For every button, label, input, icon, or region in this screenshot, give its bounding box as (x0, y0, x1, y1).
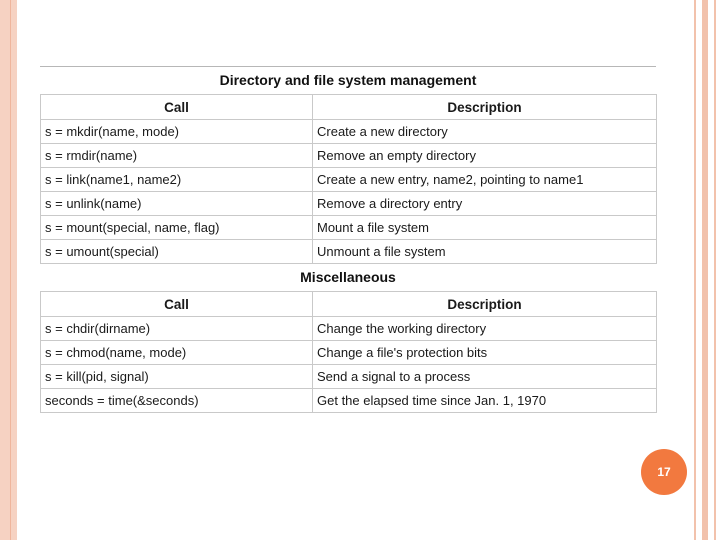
description-cell: Remove a directory entry (313, 192, 657, 216)
table-header-row (41, 292, 657, 317)
description-cell: Send a signal to a process (313, 365, 657, 389)
call-cell: s = rmdir(name) (41, 144, 313, 168)
table-row (41, 365, 657, 389)
slide-content (40, 66, 656, 413)
description-cell: Change the working directory (313, 317, 657, 341)
call-cell: s = link(name1, name2) (41, 168, 313, 192)
description-cell: Create a new entry, name2, pointing to name1 (313, 168, 657, 192)
call-cell: s = unlink(name) (41, 192, 313, 216)
call-cell: s = umount(special) (41, 240, 313, 264)
call-cell: seconds = time(&seconds) (41, 389, 313, 413)
call-cell: s = chdir(dirname) (41, 317, 313, 341)
table-row (41, 389, 657, 413)
right-decorative-border (690, 0, 720, 540)
section-title-miscellaneous: Miscellaneous (300, 269, 396, 285)
column-header-description: Description (313, 292, 657, 317)
description-cell: Get the elapsed time since Jan. 1, 1970 (313, 389, 657, 413)
description-cell: Create a new directory (313, 120, 657, 144)
table-row (41, 192, 657, 216)
left-decorative-border (0, 0, 17, 540)
description-cell: Mount a file system (313, 216, 657, 240)
call-cell: s = chmod(name, mode) (41, 341, 313, 365)
call-cell: s = mkdir(name, mode) (41, 120, 313, 144)
column-header-description: Description (313, 95, 657, 120)
call-cell: s = kill(pid, signal) (41, 365, 313, 389)
table-row (41, 120, 657, 144)
table-row (41, 317, 657, 341)
description-cell: Change a file's protection bits (313, 341, 657, 365)
column-header-call: Call (41, 95, 313, 120)
table-row (41, 144, 657, 168)
call-cell: s = mount(special, name, flag) (41, 216, 313, 240)
description-cell: Unmount a file system (313, 240, 657, 264)
table-row (41, 216, 657, 240)
table-row (41, 168, 657, 192)
table-row (41, 341, 657, 365)
table-header-row (41, 95, 657, 120)
description-cell: Remove an empty directory (313, 144, 657, 168)
table-row (41, 240, 657, 264)
page-number-badge: 17 (641, 449, 687, 495)
section-title-directory: Directory and file system management (219, 72, 477, 88)
directory-syscalls-table (40, 94, 657, 264)
column-header-call: Call (41, 292, 313, 317)
misc-syscalls-table (40, 291, 657, 413)
